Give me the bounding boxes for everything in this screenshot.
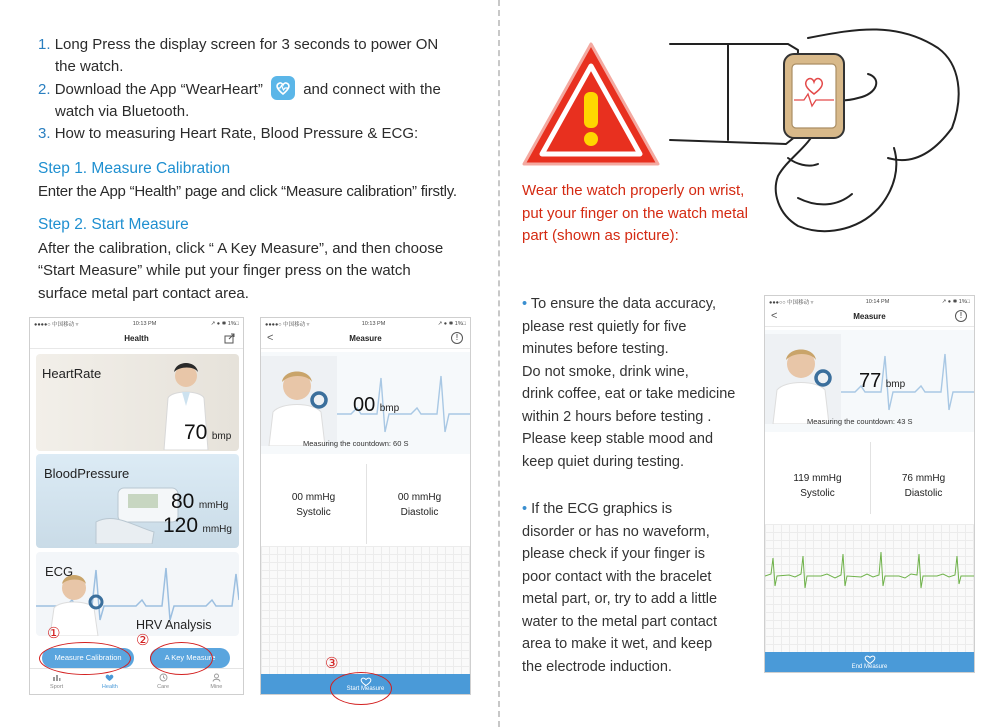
diastolic-readout: 76 mmHg Diastolic	[901, 473, 946, 499]
systolic-readout: 00 mmHg Systolic	[291, 492, 336, 518]
bloodpressure-card[interactable]	[36, 454, 239, 548]
instruction-1-cont: the watch.	[55, 58, 124, 75]
heartrate-value: 70 bmp	[184, 421, 232, 444]
nav-bar	[30, 329, 243, 349]
step2-title: Step 2. Start Measure	[38, 216, 189, 233]
instruction-3: 3. How to measuring Heart Rate, Blood Pressure & ECG:	[38, 125, 419, 142]
end-measure-button[interactable]: End Measure	[765, 652, 974, 673]
annotation-circle-key-measure	[150, 642, 213, 675]
a-key-measure-button[interactable]: A Key Measure	[150, 648, 230, 668]
tab-care[interactable]: Care	[137, 669, 190, 694]
wearheart-app-icon	[271, 76, 295, 100]
heartrate-label: HeartRate	[42, 366, 102, 381]
step2-line1: After the calibration, click “ A Key Measure”, and then choose	[38, 240, 444, 257]
heart-rate-value: 00 bmp	[353, 394, 400, 416]
heart-rate-panel	[261, 352, 471, 454]
warning-text: Wear the watch properly on wrist, put your finger on the watch metal part (shown as picture):	[522, 182, 748, 244]
annotation-number-3: ③	[325, 655, 339, 672]
heart-rate-panel	[765, 330, 975, 432]
share-icon[interactable]	[224, 333, 235, 346]
bp-low-value: 120 mmHg	[163, 514, 232, 537]
ecg-label: ECG	[45, 564, 74, 579]
nav-bar	[261, 329, 470, 349]
tab-health[interactable]: Health	[83, 669, 136, 694]
ecg-graph-area	[765, 524, 975, 652]
tips-rest-section: • To ensure the data accuracy, please rest quietly for five minutes before testing. Do not smoke, drink wine, drink coffee, eat or take medicine within 2 hours before testing . Please keep stable mood and keep quiet during testing.	[522, 296, 736, 470]
step1-text: Enter the App “Health” page and click “Measure calibration” firstly.	[38, 183, 457, 200]
heartrate-card[interactable]	[36, 354, 239, 451]
tab-sport[interactable]: Sport	[30, 669, 83, 694]
sport-icon	[52, 673, 61, 682]
measure-calibration-button[interactable]: Measure Calibration	[42, 648, 134, 668]
countdown-text: Measuring the countdown: 60 S	[303, 439, 409, 448]
heart-icon	[105, 673, 114, 682]
step2-line3: surface metal part contact area.	[38, 285, 249, 302]
annotation-circle-start-measure	[330, 672, 392, 705]
ecg-live-waveform	[765, 524, 975, 652]
ecg-graph-area	[261, 546, 471, 674]
heart-monitor-icon	[864, 655, 876, 664]
center-divider	[498, 0, 500, 727]
annotation-number-1: ①	[47, 625, 61, 642]
start-measure-button[interactable]: Start Measure	[261, 674, 470, 695]
diastolic-readout: 00 mmHg Diastolic	[397, 492, 442, 518]
status-bar: ●●●●○ 中国移动 ▿ 10:13 PM ↗ ● ✱ 1%□	[34, 320, 239, 328]
instruction-2-cont: watch via Bluetooth.	[55, 103, 190, 120]
hrv-label: HRV Analysis	[136, 618, 212, 632]
phone-measure-result-screen	[764, 295, 975, 673]
ecg-card[interactable]	[36, 552, 239, 636]
bp-high-value: 80 mmHg	[171, 490, 229, 513]
clock-icon	[159, 673, 168, 682]
heart-rate-value: 77 bmp	[859, 370, 906, 392]
info-icon[interactable]: !	[451, 332, 463, 344]
warning-triangle-icon	[520, 40, 662, 168]
systolic-readout: 119 mmHg Systolic	[793, 473, 842, 499]
status-bar: ●●●●○ 中国移动 ▿ 10:13 PM ↗ ● ✱ 1%□	[265, 320, 466, 328]
back-icon[interactable]: <	[771, 310, 778, 322]
page-title: Measure	[349, 334, 382, 343]
step2-line2: “Start Measure” while put your finger press on the watch	[38, 262, 411, 279]
user-icon	[212, 673, 221, 682]
annotation-number-2: ②	[136, 632, 150, 649]
nav-bar	[765, 307, 974, 327]
info-icon[interactable]: !	[955, 310, 967, 322]
step1-title: Step 1. Measure Calibration	[38, 160, 231, 177]
status-bar: ●●●○○ 中国移动 ▿ 10:14 PM ↗ ● ✱ 1%□	[769, 298, 970, 306]
page-title: Health	[124, 334, 149, 343]
instruction-1: 1. Long Press the display screen for 3 seconds to power ON	[38, 36, 439, 53]
countdown-text: Measuring the countdown: 43 S	[807, 417, 913, 426]
tab-mine[interactable]: Mine	[190, 669, 243, 694]
annotation-circle-calibration	[39, 642, 131, 675]
tips-ecg-section: • If the ECG graphics is disorder or has no waveform, please check if your finger is poor contact with the bracelet metal part, or, try to add a little water to the metal part contact area to make it wet, and keep the electrode induction.	[522, 501, 718, 675]
doctor-illustration	[261, 356, 337, 446]
doctor-illustration	[765, 334, 841, 424]
page-title: Measure	[853, 312, 886, 321]
instruction-2: 2. Download the App “WearHeart” and connect with the	[38, 79, 441, 101]
phone-measure-start-screen	[260, 317, 471, 695]
bloodpressure-label: BloodPressure	[44, 466, 130, 481]
back-icon[interactable]: <	[267, 332, 274, 344]
